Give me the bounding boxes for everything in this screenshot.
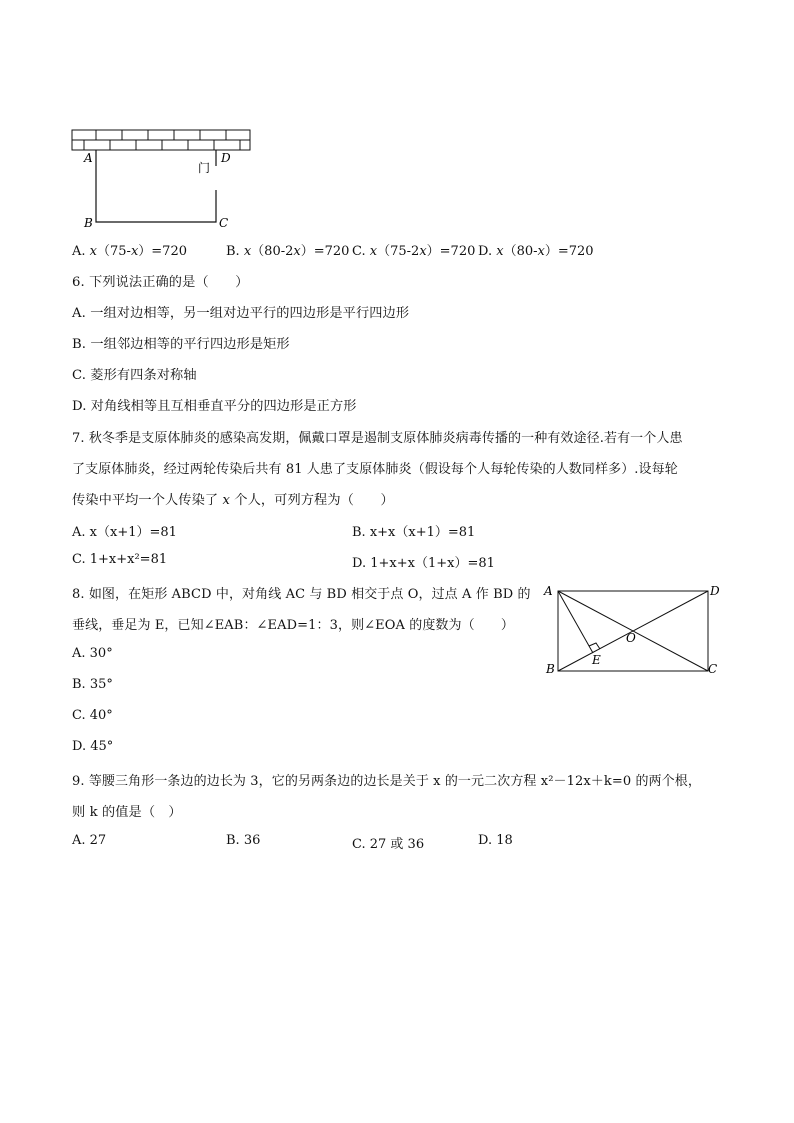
q8-option-b: B. 35° xyxy=(72,677,113,692)
q5-option-c: C. x（75-2x）=720 xyxy=(352,244,476,259)
q5-figure xyxy=(70,128,255,230)
label-B: B xyxy=(84,216,93,230)
q6-stem: 6. 下列说法正确的是（ ） xyxy=(72,275,249,290)
q7-option-c: C. 1+x+x²=81 xyxy=(72,552,168,567)
label-D: D xyxy=(221,151,231,165)
q6-option-b: B. 一组邻边相等的平行四边形是矩形 xyxy=(72,337,290,352)
label-A: A xyxy=(84,151,93,165)
label-door: 门 xyxy=(198,161,211,175)
q7-line-2: 了支原体肺炎，经过两轮传染后共有 81 人患了支原体肺炎（假设每个人每轮传染的人数同样多）.设每轮 xyxy=(72,462,678,477)
q6-option-c: C. 菱形有四条对称轴 xyxy=(72,368,197,383)
q9-option-c: C. 27 或 36 xyxy=(352,837,425,852)
q9-option-a: A. 27 xyxy=(72,833,107,848)
q9-option-d: D. 18 xyxy=(478,833,513,848)
q7-option-a: A. x（x+1）=81 xyxy=(72,525,177,540)
q6-option-a: A. 一组对边相等，另一组对边平行的四边形是平行四边形 xyxy=(72,306,410,321)
label-C: C xyxy=(219,216,229,230)
q8-line-2: 垂线，垂足为 E，已知∠EAB：∠EAD=1：3，则∠EOA 的度数为（ ） xyxy=(72,618,515,633)
q9-line-2: 则 k 的值是（ ） xyxy=(72,805,182,820)
fig-label-O: O xyxy=(626,631,636,645)
fig-label-A: A xyxy=(544,584,553,598)
q5-option-b: B. x（80-2x）=720 xyxy=(226,244,350,259)
q7-option-b: B. x+x（x+1）=81 xyxy=(352,525,476,540)
q8-figure xyxy=(540,580,730,680)
q7-line-1: 7. 秋冬季是支原体肺炎的感染高发期，佩戴口罩是遏制支原体肺炎病毒传播的一种有效途径.若有一个人患 xyxy=(72,431,683,446)
q5-option-a: A. x（75-x）=720 xyxy=(72,244,187,259)
q7-line-3: 传染中平均一个人传染了 x 个人，可列方程为（ ） xyxy=(72,493,394,508)
q7-option-d: D. 1+x+x（1+x）=81 xyxy=(352,556,495,571)
fig-label-B: B xyxy=(546,662,555,676)
q6-option-d: D. 对角线相等且互相垂直平分的四边形是正方形 xyxy=(72,399,357,414)
q8-option-a: A. 30° xyxy=(72,646,113,661)
q8-option-d: D. 45° xyxy=(72,739,114,754)
q5-option-d: D. x（80-x）=720 xyxy=(478,244,594,259)
fig-label-E: E xyxy=(592,653,601,667)
q8-line-1: 8. 如图，在矩形 ABCD 中，对角线 AC 与 BD 相交于点 O，过点 A 作 BD 的 xyxy=(72,587,531,602)
q9-line-1: 9. 等腰三角形一条边的边长为 3，它的另两条边的边长是关于 x 的一元二次方程 x²－12x＋k=0 的两个根， xyxy=(72,774,701,789)
wall xyxy=(72,130,250,150)
q8-option-c: C. 40° xyxy=(72,708,113,723)
fig-label-D: D xyxy=(710,584,720,598)
fig-label-C: C xyxy=(708,662,718,676)
q9-option-b: B. 36 xyxy=(226,833,261,848)
